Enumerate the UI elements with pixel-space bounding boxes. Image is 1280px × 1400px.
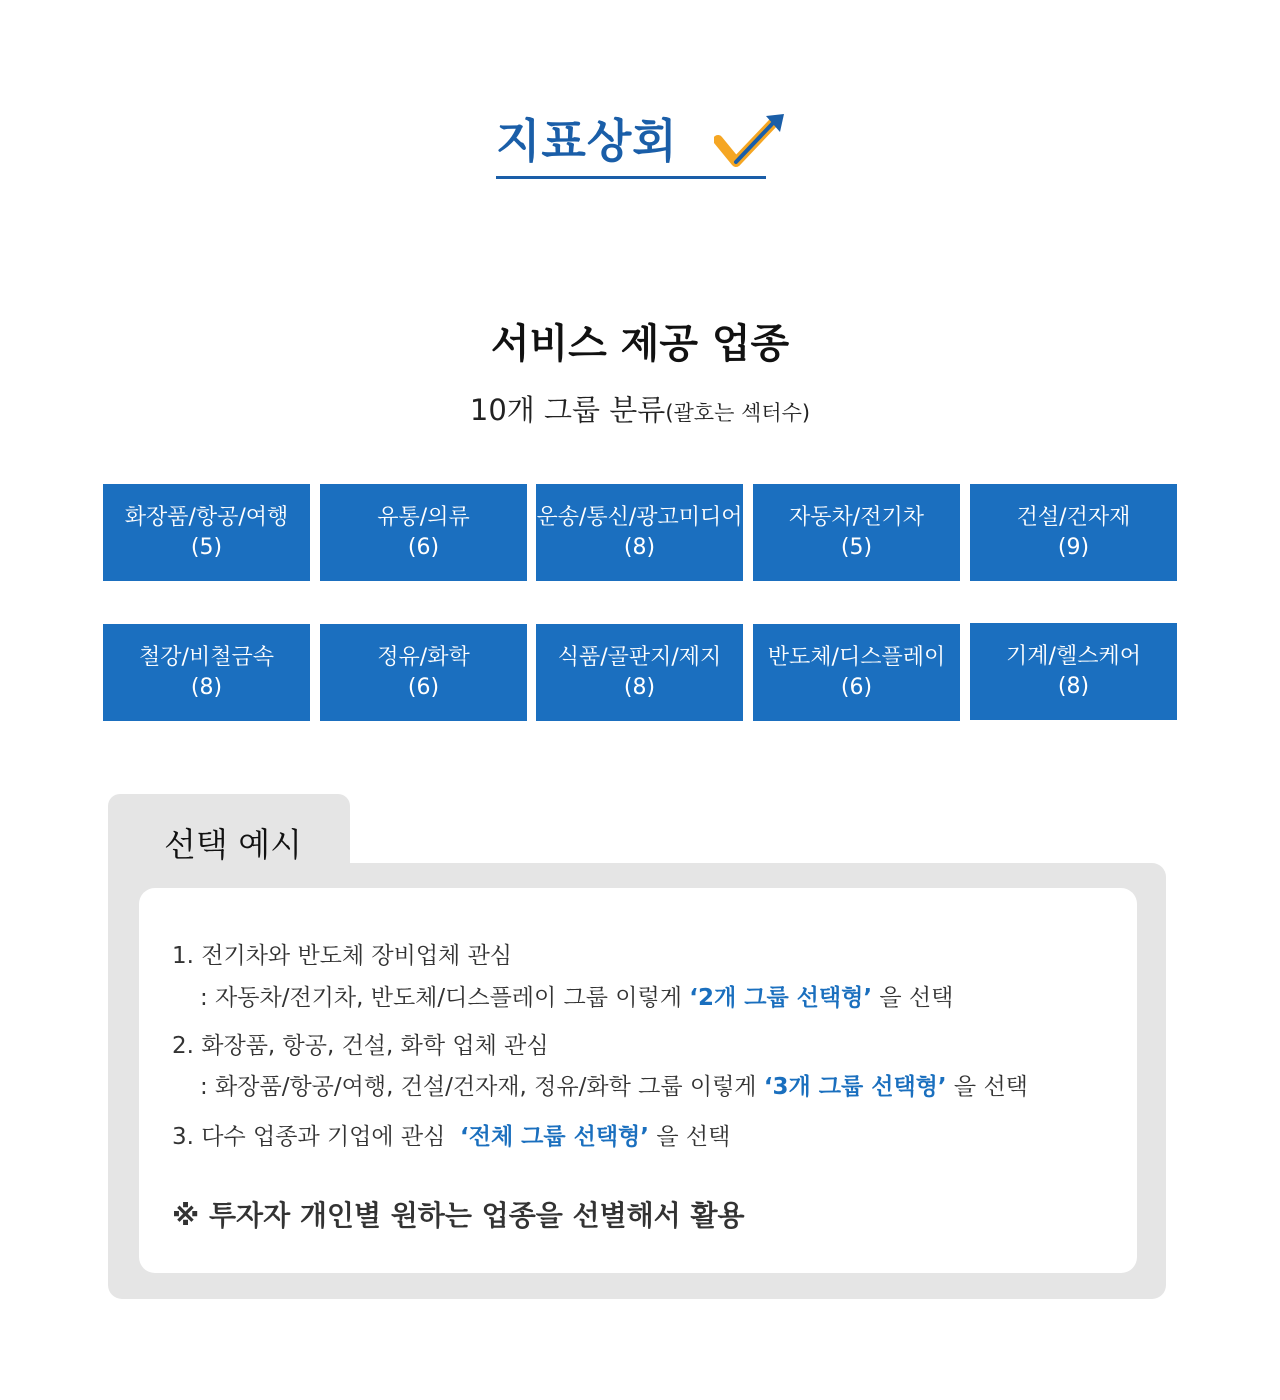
checkmark-arrow-icon bbox=[714, 110, 788, 180]
group-tile bbox=[970, 623, 1177, 720]
item-text: 을 선택 bbox=[649, 1124, 731, 1150]
group-count: (8) bbox=[623, 534, 656, 560]
page-title: 서비스 제공 업종 bbox=[490, 321, 790, 367]
example-item-2-detail bbox=[200, 1071, 1028, 1103]
group-tile bbox=[753, 624, 960, 721]
group-tile bbox=[103, 484, 310, 581]
group-name: 자동차/전기차 bbox=[789, 504, 924, 530]
group-tile bbox=[103, 624, 310, 721]
group-count: (6) bbox=[407, 674, 440, 700]
group-name: 운송/통신/광고미디어 bbox=[536, 504, 743, 530]
group-tile bbox=[753, 484, 960, 581]
detail-text: : 자동차/전기차, 반도체/디스플레이 그룹 이렇게 bbox=[200, 985, 690, 1011]
group-name: 반도체/디스플레이 bbox=[767, 644, 946, 670]
detail-text: 을 선택 bbox=[946, 1074, 1028, 1100]
group-tile bbox=[970, 484, 1177, 581]
usage-note: ※ 투자자 개인별 원하는 업종을 선별해서 활용 bbox=[172, 1199, 745, 1232]
subtitle-note: (괄호는 섹터수) bbox=[665, 401, 811, 425]
item-text: 3. 다수 업종과 기업에 관심 bbox=[172, 1124, 460, 1150]
group-count: (8) bbox=[1057, 673, 1090, 699]
highlight-text: ‘전체 그룹 선택형’ bbox=[460, 1124, 650, 1150]
group-count: (5) bbox=[840, 534, 873, 560]
group-name: 정유/화학 bbox=[377, 644, 470, 670]
group-count: (8) bbox=[623, 674, 656, 700]
group-count: (8) bbox=[190, 674, 223, 700]
group-name: 화장품/항공/여행 bbox=[124, 504, 289, 530]
group-tile bbox=[320, 484, 527, 581]
highlight-text: ‘3개 그룹 선택형’ bbox=[763, 1074, 947, 1100]
example-item-1: 1. 전기차와 반도체 장비업체 관심 bbox=[172, 943, 513, 969]
page-subtitle bbox=[0, 388, 1280, 435]
group-name: 식품/골판지/제지 bbox=[557, 644, 722, 670]
example-tab-label: 선택 예시 bbox=[164, 825, 303, 864]
highlight-text: ‘2개 그룹 선택형’ bbox=[689, 985, 873, 1011]
group-name: 건설/건자재 bbox=[1016, 504, 1131, 530]
example-item-3 bbox=[172, 1121, 730, 1153]
brand-logo bbox=[0, 108, 1280, 188]
detail-text: : 화장품/항공/여행, 건설/건자재, 정유/화학 그룹 이렇게 bbox=[200, 1074, 764, 1100]
logo-text: 지표상회 bbox=[496, 114, 678, 168]
example-item-1-detail bbox=[200, 982, 953, 1014]
group-name: 기계/헬스케어 bbox=[1006, 643, 1141, 669]
group-tile bbox=[320, 624, 527, 721]
example-item-2: 2. 화장품, 항공, 건설, 화학 업체 관심 bbox=[172, 1033, 549, 1059]
group-count: (9) bbox=[1057, 534, 1090, 560]
group-count: (5) bbox=[190, 534, 223, 560]
group-count: (6) bbox=[407, 534, 440, 560]
group-name: 철강/비철금속 bbox=[139, 644, 274, 670]
group-name: 유통/의류 bbox=[377, 504, 470, 530]
group-tile bbox=[536, 484, 743, 581]
detail-text: 을 선택 bbox=[872, 985, 954, 1011]
group-tile bbox=[536, 624, 743, 721]
group-count: (6) bbox=[840, 674, 873, 700]
subtitle-main: 10개 그룹 분류 bbox=[469, 393, 666, 427]
